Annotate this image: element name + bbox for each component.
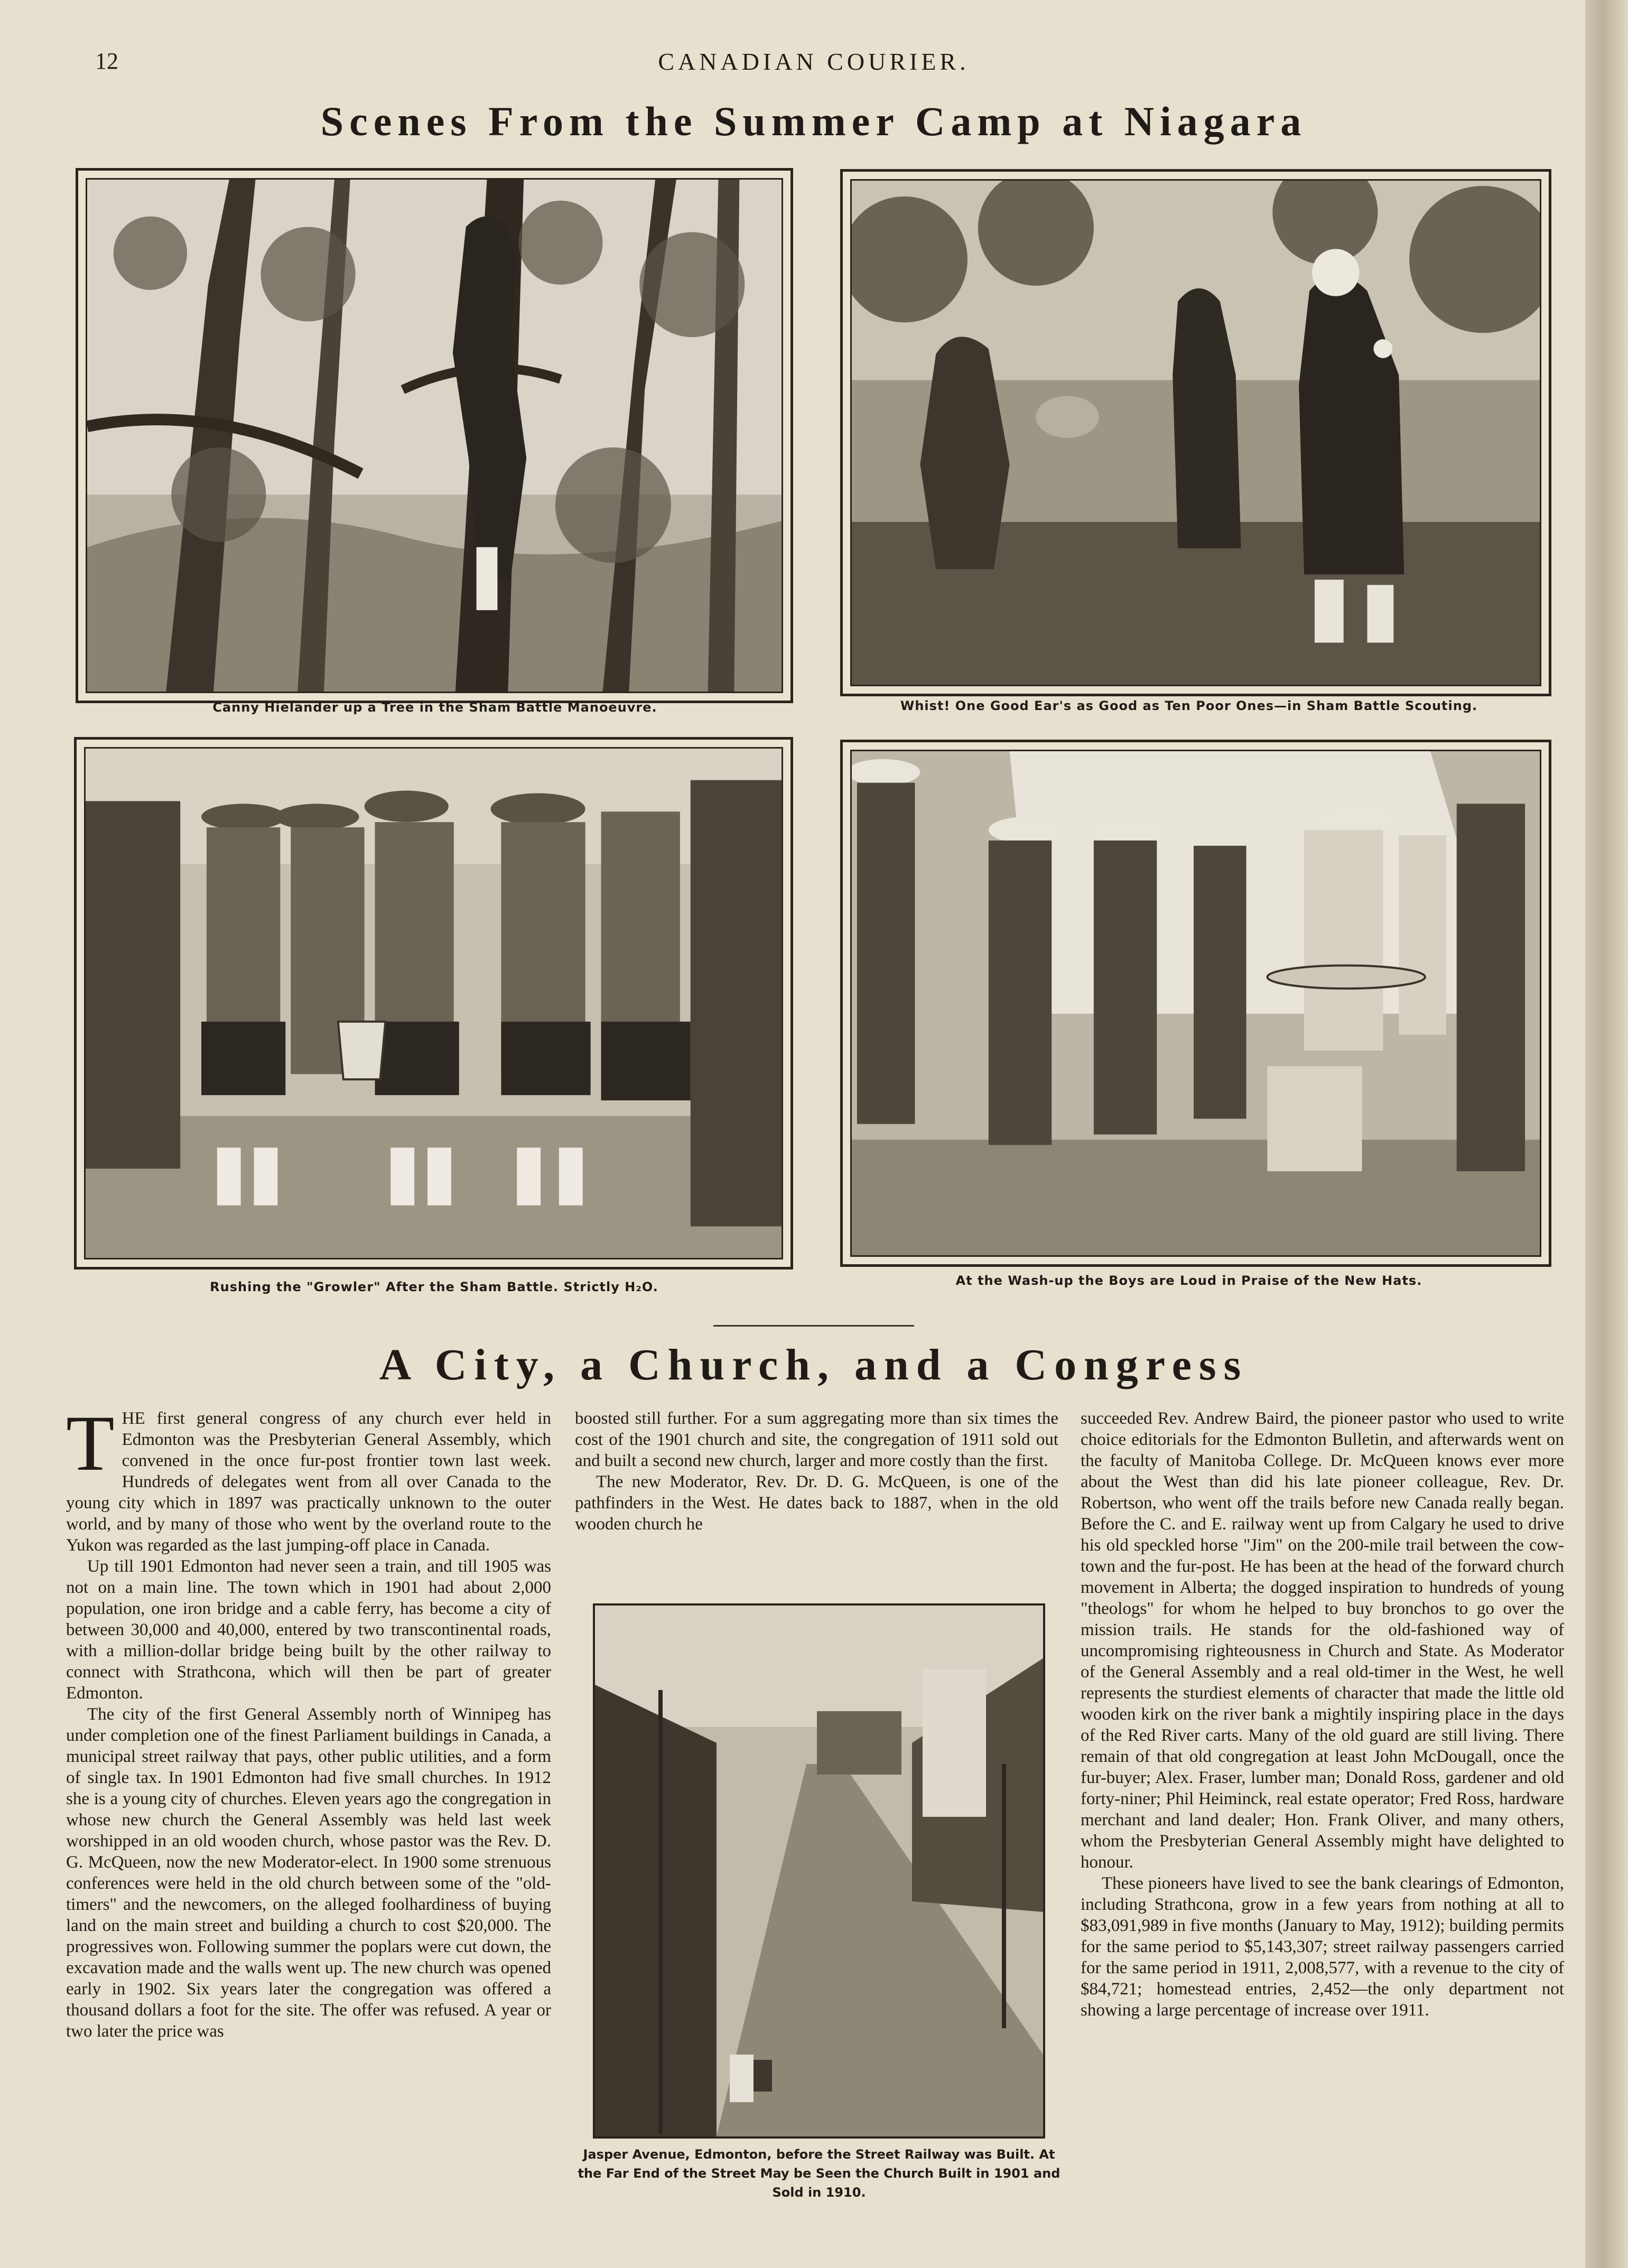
photo-tree-hielander — [76, 168, 793, 703]
paragraph: HE first general congress of any church ever held in Edmonton was the Presbyterian General Assembly, which convened in the once fur-post frontier town last week. Hundreds of delegates went from all over Canada to the young city which in 1897 was practically unknown to the outer world, and by many of those who went by the overland route to the Yukon was regarded as the last jumping-off place in Canada. — [66, 1409, 551, 1555]
article-title: A City, a Church, and a Congress — [379, 1340, 1249, 1389]
running-header — [79, 48, 1548, 79]
drop-cap: T — [66, 1399, 115, 1487]
photo-jasper-avenue-caption: Jasper Avenue, Edmonton, before the Street Railway was Built. At the Far End of the Street May be Seen the Church Built in 1901 and Sold in 1910. — [578, 2147, 1060, 2200]
feature-title: Scenes From the Summer Camp at Niagara — [320, 98, 1307, 144]
photo-growler-caption: Rushing the "Growler" After the Sham Battle. Strictly H₂O. — [210, 1280, 658, 1294]
paragraph: succeeded Rev. Andrew Baird, the pioneer pastor who used to write choice editorials for the Edmonton Bulletin, and afterwards went on the faculty of Manitoba College. Dr. McQueen knows ever more about the West than did his late pioneer colleague, Rev. Dr. Robertson, who went off the trails before new Canada really began. Before the C. and E. railway went up from Calgary he used to drive his old speckled horse "Jim" on the 200-mile trail between the cow-town and the fur-post. He has been at the head of the forward church movement in Alberta; the dogged inspiration to hundreds of young "theologs" for whom he helped to buy bronchos to go over the mission trails. He stands for the old-fashioned way of uncompromising righteousness in Church and State. As Moderator of the General Assembly and a real old-timer in the West, he well represents the sturdiest elements of character that made the little old wooden kirk on the river bank a mightily inspiring place in the days of the Red River carts. Many of the old guard are still living. There remain of that old congregation at least John McDougall, once the fur-buyer; Alex. Fraser, lumber man; Donald Ross, gardener and old forty-niner; Phil Heiminck, real estate operator; Fred Ross, hardware merchant and land dealer; Hon. Frank Oliver, and many others, whom the Presbyterian General Assembly might have delighted to honour. — [1081, 1409, 1564, 1872]
paragraph: These pioneers have lived to see the bank clearings of Edmonton, including Strathcona, grow in a few years from nothing at all to $83,091,989 in five months (January to May, 1912); building permits for the same period to $5,143,307; street railway passengers carried for the same period in 1911, 2,008,577, with a revenue to the city of $84,721; homestead entries, 2,452—the only department not showing a large percentage of increase over 1911. — [1081, 1874, 1564, 2020]
article-column-1 — [66, 1399, 551, 2042]
page-number: 12 — [95, 48, 118, 74]
photo-growler — [74, 737, 793, 1270]
paragraph: boosted still further. For a sum aggregating more than six times the cost of the 1901 church and site, the congregation of 1911 sold out and built a second new church, larger and more costly than the first. — [575, 1409, 1058, 1470]
article-column-2 — [575, 1408, 1058, 1535]
photo-washup-caption: At the Wash-up the Boys are Loud in Praise of the New Hats. — [955, 1273, 1422, 1288]
photo-tree-caption: Canny Hielander up a Tree in the Sham Battle Manoeuvre. — [212, 700, 657, 715]
paragraph: Up till 1901 Edmonton had never seen a train, and till 1905 was not on a main line. The town which in 1901 had about 2,000 population, one iron bridge and a cable ferry, has become a city of between 30,000 and 40,000, entered by two transcontinental roads, with a million-dollar bridge being built by the other railway to connect with Strathcona, which will then be part of greater Edmonton. — [66, 1557, 551, 1703]
photo-scouting-caption: Whist! One Good Ear's as Good as Ten Poor Ones—in Sham Battle Scouting. — [900, 698, 1478, 713]
photo-jasper-avenue — [593, 1603, 1045, 2139]
publication-title: CANADIAN COURIER. — [658, 48, 970, 75]
article-column-3 — [1081, 1408, 1564, 2021]
section-divider — [713, 1325, 914, 1327]
photo-scouting — [840, 169, 1551, 696]
page-edge — [1585, 0, 1628, 2268]
paragraph: The city of the first General Assembly north of Winnipeg has under completion one of the finest Parliament buildings in Canada, a municipal street railway that pays, other public utilities, and a form of single tax. In 1901 Edmonton had five small churches. In 1912 she is a young city of churches. Eleven years ago the congregation in whose new church the General Assembly was held last week worshipped in an old wooden church, whose pastor was the Rev. D. G. McQueen, now the new Moderator-elect. In 1900 some strenuous conferences were held in the old church between some of the "old-timers" and the newcomers, on the alleged foolhardiness of buying land on the main street and building a church to cost $20,000. The progressives won. Following summer the poplars were cut down, the excavation made and the walls went up. The new church was opened early in 1902. Six years later the congregation was offered a thousand dollars a foot for the site. The offer was refused. A year or two later the price was — [66, 1705, 551, 2041]
paragraph: The new Moderator, Rev. Dr. D. G. McQueen, is one of the pathfinders in the West. He dates back to 1887, when in the old wooden church he — [575, 1472, 1058, 1534]
photo-washup — [840, 740, 1551, 1267]
